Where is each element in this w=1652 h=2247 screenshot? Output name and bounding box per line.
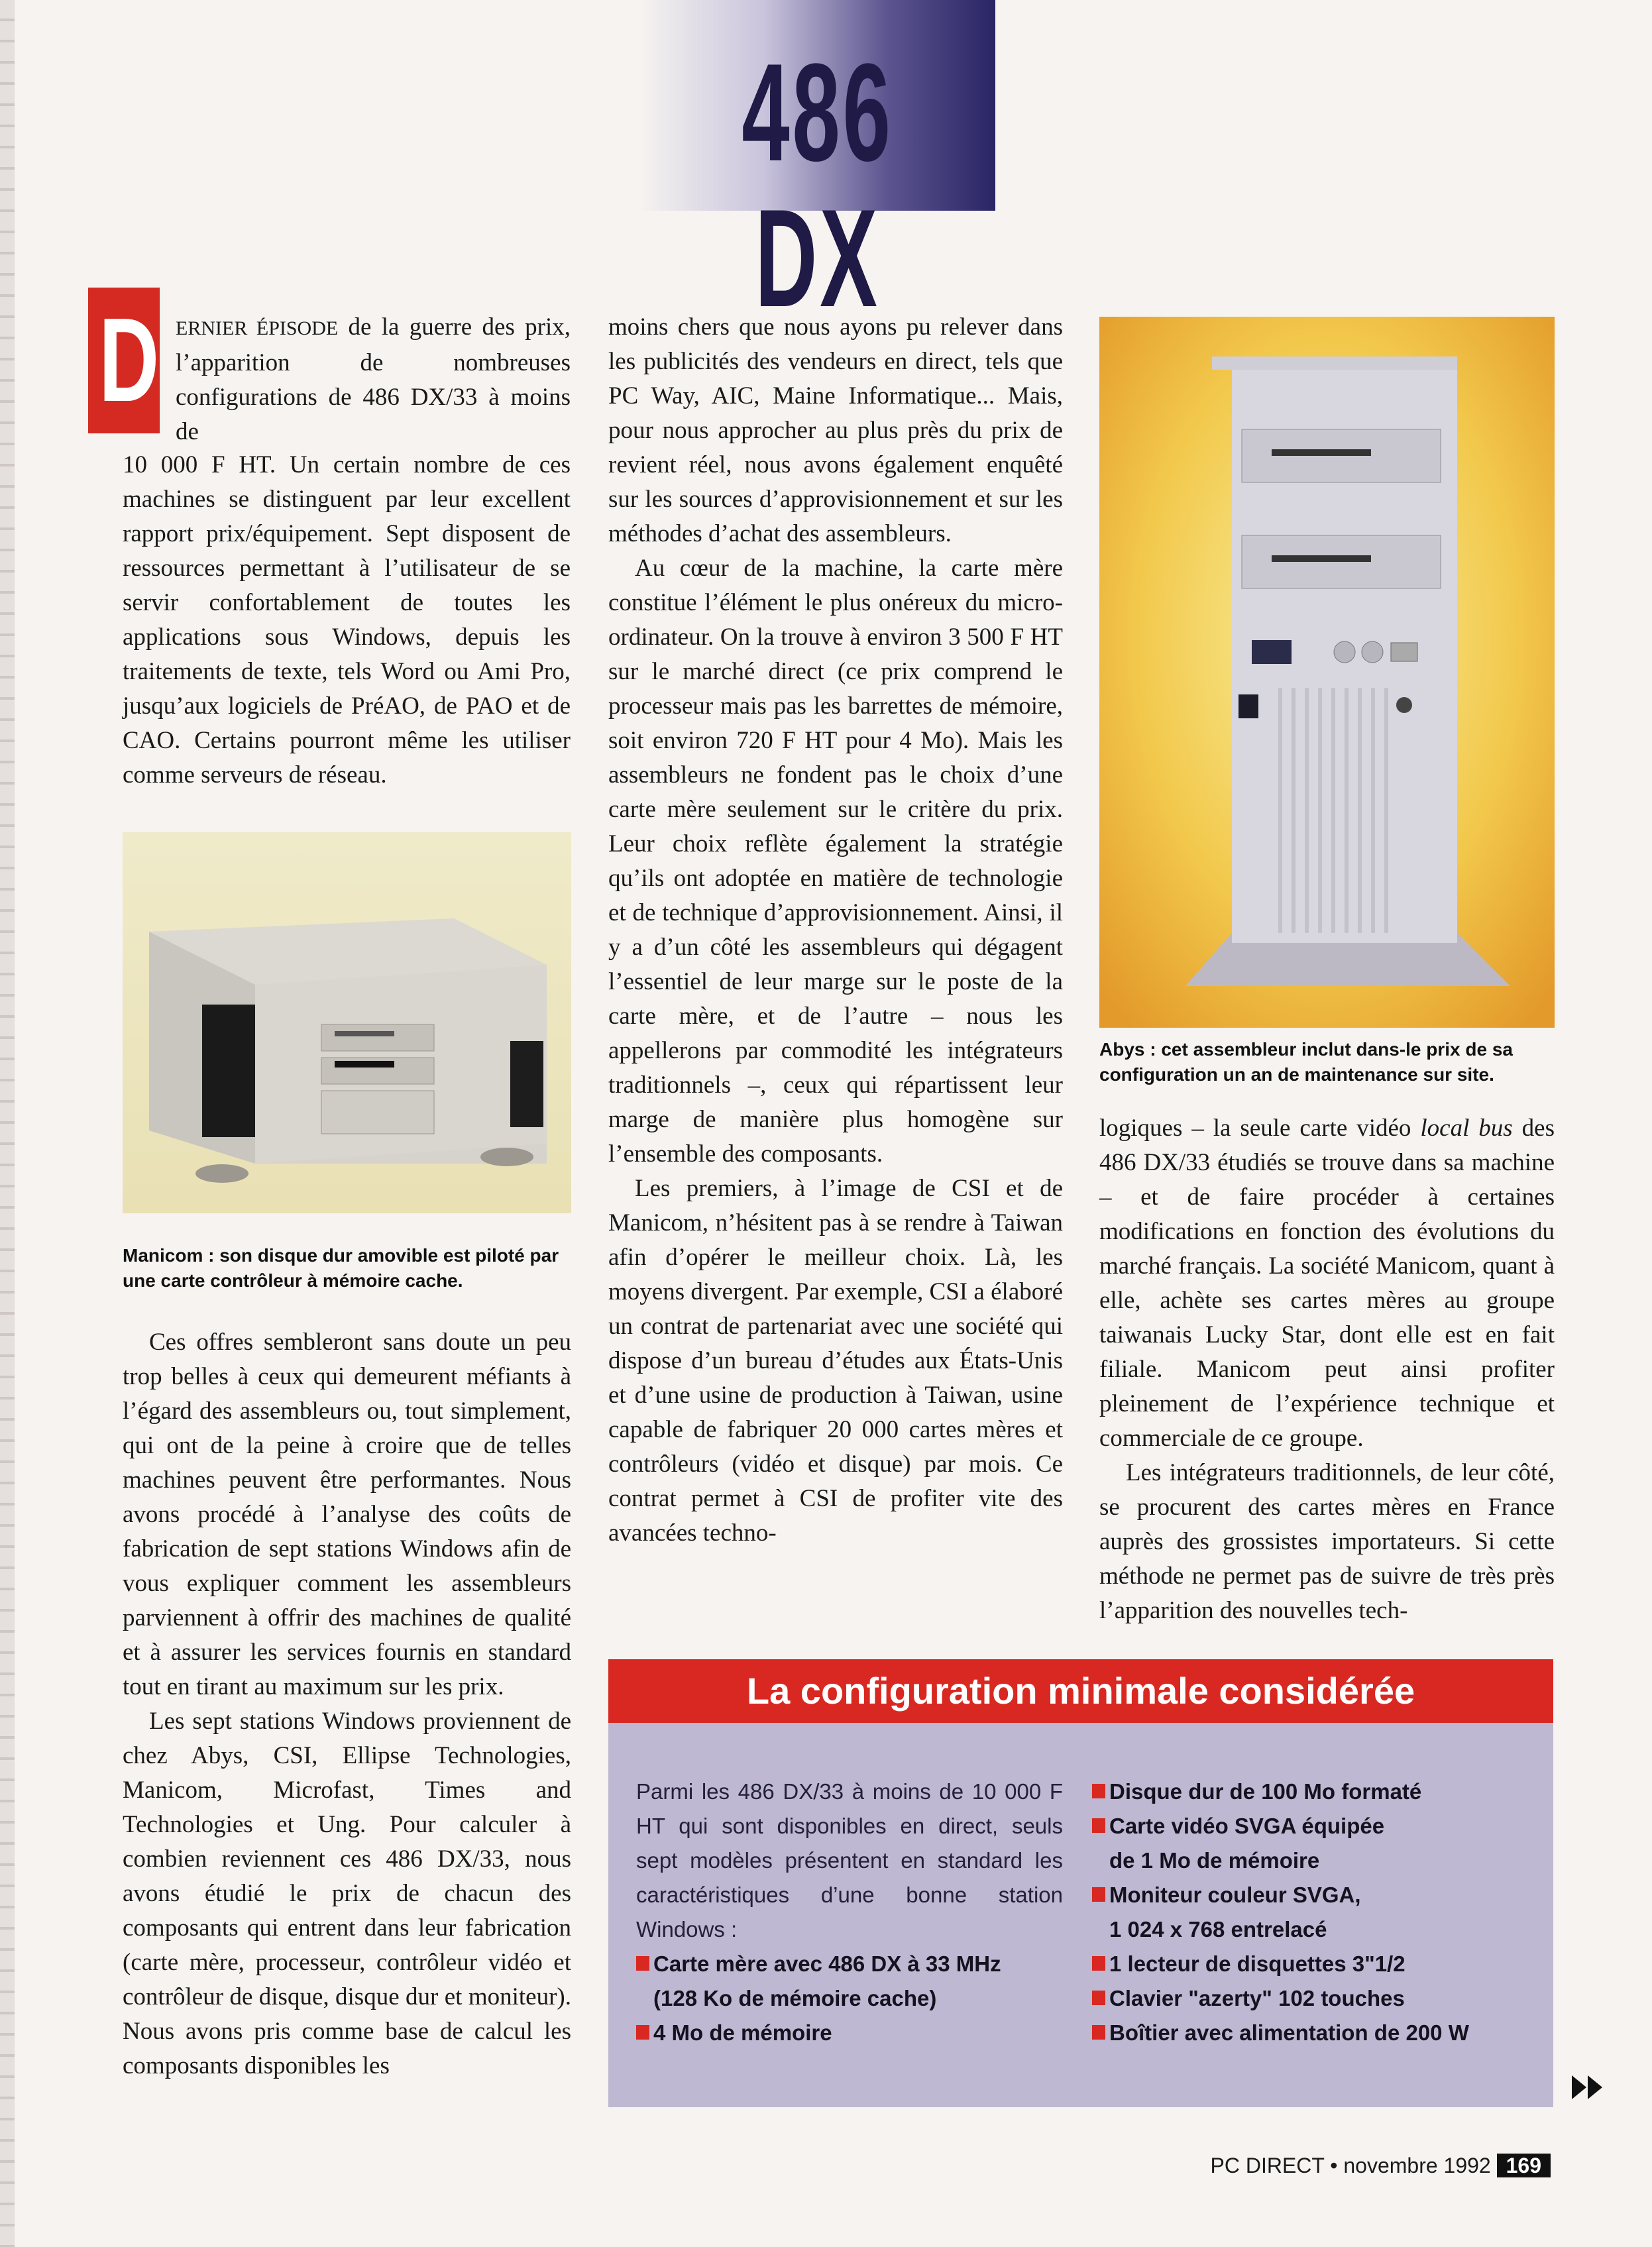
- config-item: Moniteur couleur SVGA, 1 024 x 768 entrelacé: [1092, 1878, 1543, 1947]
- col2-paragraph: Au cœur de la machine, la carte mère constitue l’élément le plus onéreux du micro-ordinateur. On la trouve à environ 3 500 F HT sur le marché direct (ce prix comprend le processeur mais pas les barrettes de mémoire, soit environ 720 F HT pour 4 Mo). Mais les assembleurs ne fondent pas le choix d’une carte mère seulement sur le critère du prix. Leur choix reflète également la stratégie qu’ils ont adoptée en matière de technologie et de technique d’approvisionnement. Ainsi, il y a d’un côté les assembleurs qui dégagent l’essentiel de leur marge sur le poste de la carte mère, et de l’autre – nous les appellerons par commodité les intégrateurs traditionnels –, ceux qui répartissent leur marge de manière plus homogène sur l’ensemble des composants.: [608, 555, 1063, 1168]
- abys-caption: Abys : cet assembleur inclut dans-le prix de sa configuration un an de maintenance sur site.: [1099, 1039, 1513, 1085]
- intro-paragraph: 10 000 F HT. Un certain nombre de ces machines se distinguent par leur excellent rapport prix/équipement. Sept disposent de ressources permettant à l’utilisateur de se servir confortablement de toutes les applications sous Windows, depuis les traitements de texte, tels Word ou Ami Pro, jusqu’aux logiciels de PréAO, de PAO et de CAO. Certains pourront même les utiliser comme serveurs de réseau.: [123, 451, 571, 789]
- col3-paragraph: logiques – la seule carte vidéo local bus des 486 DX/33 étudiés se trouve dans sa machine – et de faire procéder à certaines modifications en fonction des évolutions du marché français. La société Manicom, quant à elle, achète ses cartes mères au groupe taiwanais Lucky Star, dont elle est en fait filiale. Manicom peut ainsi profiter pleinement de l’expérience technique et commerciale de ce groupe.: [1099, 1115, 1555, 1452]
- column-3-body: [1099, 1111, 1555, 1628]
- red-square-bullet: [1092, 1887, 1105, 1902]
- config-box-intro: Parmi les 486 DX/33 à moins de 10 000 F HT qui sont disponibles en direct, seuls sept modèles présentent en standard les caractéristiques d’une bonne station Windows :: [636, 1779, 1063, 1942]
- config-item: Carte vidéo SVGA équipée de 1 Mo de mémoire: [1092, 1809, 1543, 1878]
- page-footer: PC DIRECT • novembre 1992 169: [1206, 2151, 1551, 2180]
- red-square-bullet: [1092, 1991, 1105, 2005]
- config-list-left: [636, 1947, 1074, 2050]
- manicom-photo: [123, 832, 571, 1213]
- page-number: 169: [1497, 2154, 1551, 2177]
- red-square-bullet: [1092, 2025, 1105, 2040]
- abys-photo: [1099, 317, 1555, 1028]
- section-title: 486 DX: [742, 34, 893, 336]
- red-square-bullet: [1092, 1784, 1105, 1798]
- drop-cap: D: [88, 288, 160, 433]
- manicom-caption: Manicom : son disque dur amovible est piloté par une carte contrôleur à mémoire cache.: [123, 1245, 559, 1291]
- intro-smallcaps: ERNIER ÉPISODE: [176, 317, 339, 339]
- config-item: Boîtier avec alimentation de 200 W: [1092, 2016, 1543, 2050]
- column-1-body: [123, 1325, 571, 2083]
- config-item: 1 lecteur de disquettes 3"1/2: [1092, 1947, 1543, 1981]
- red-square-bullet: [636, 1956, 649, 1971]
- col1-paragraph: Les sept stations Windows proviennent de chez Abys, CSI, Ellipse Technologies, Manicom, Microfast, Times and Technologies et Ung. Pour calculer à combien reviennent ces 486 DX/33, nous avons étudié le prix de chacun des composants qui entrent dans leur fabrication (carte mère, processeur, contrôleur vidéo et contrôleur de disque, disque dur et moniteur). Nous avons pris comme base de calcul les composants disponibles les: [123, 1708, 571, 2079]
- col2-paragraph: Les premiers, à l’image de CSI et de Manicom, n’hésitent pas à se rendre à Taiwan afin d’opérer le meilleur choix. Là, les moyens divergent. Par exemple, CSI a élaboré un contrat de partenariat avec une société qui dispose d’un bureau d’études aux États-Unis et d’une usine de production à Taiwan, usine capable de fabriquer 20 000 cartes mères et contrôleurs (vidéo et disque) par mois. Ce contrat permet à CSI de profiter vite des avancées techno-: [608, 1175, 1063, 1547]
- footer-magazine: PC DIRECT: [1210, 2154, 1325, 2177]
- red-square-bullet: [1092, 1818, 1105, 1833]
- col1-paragraph: Ces offres sembleront sans doute un peu trop belles à ceux qui demeurent méfiants à l’égard des assembleurs ou, tout simplement, qui ont de la peine à croire que de telles machines peuvent être performantes. Nous avons procédé à l’analyse des coûts de fabrication de sept stations Windows afin de vous expliquer comment les assembleurs parviennent à offrir des machines de qualité et à assurer les services fournis en standard tout en tirant au maximum sur les prix.: [123, 1329, 571, 1700]
- red-square-bullet: [636, 2025, 649, 2040]
- col3-paragraph: Les intégrateurs traditionnels, de leur côté, se procurent des cartes mères en France auprès des grossistes importateurs. Si cette méthode ne permet pas de suivre de très près l’apparition des nouvelles tech-: [1099, 1459, 1555, 1624]
- red-square-bullet: [1092, 1956, 1105, 1971]
- config-box-title: La configuration minimale considérée: [608, 1659, 1553, 1723]
- config-item: 4 Mo de mémoire: [636, 2016, 1074, 2050]
- config-list-right: [1092, 1775, 1543, 2050]
- page-binding-edge: [0, 0, 15, 2247]
- column-2-body: [608, 310, 1063, 1551]
- footer-date: novembre 1992: [1343, 2154, 1491, 2177]
- config-item: Disque dur de 100 Mo formaté: [1092, 1775, 1543, 1809]
- double-arrow-right-icon: [1572, 2074, 1605, 2101]
- col2-paragraph: moins chers que nous ayons pu relever dans les publicités des vendeurs en direct, tels que PC Way, AIC, Maine Informatique... Mais, pour nous approcher au plus près du prix de revient réel, nous avons également enquêté sur les sources d’approvisionnement et sur les méthodes d’achat des assembleurs.: [608, 313, 1063, 547]
- intro-wrap-text: ERNIER ÉPISODE de la guerre des prix, l’apparition de nombreuses configurations de 486 DX/33 à moins de: [176, 313, 571, 445]
- intro-lines: des prix, l’apparition de nombreuses configurations de 486 DX/33 à moins de: [176, 313, 571, 445]
- config-item: Clavier "azerty" 102 touches: [1092, 1981, 1543, 2016]
- config-item: Carte mère avec 486 DX à 33 MHz (128 Ko de mémoire cache): [636, 1947, 1074, 2016]
